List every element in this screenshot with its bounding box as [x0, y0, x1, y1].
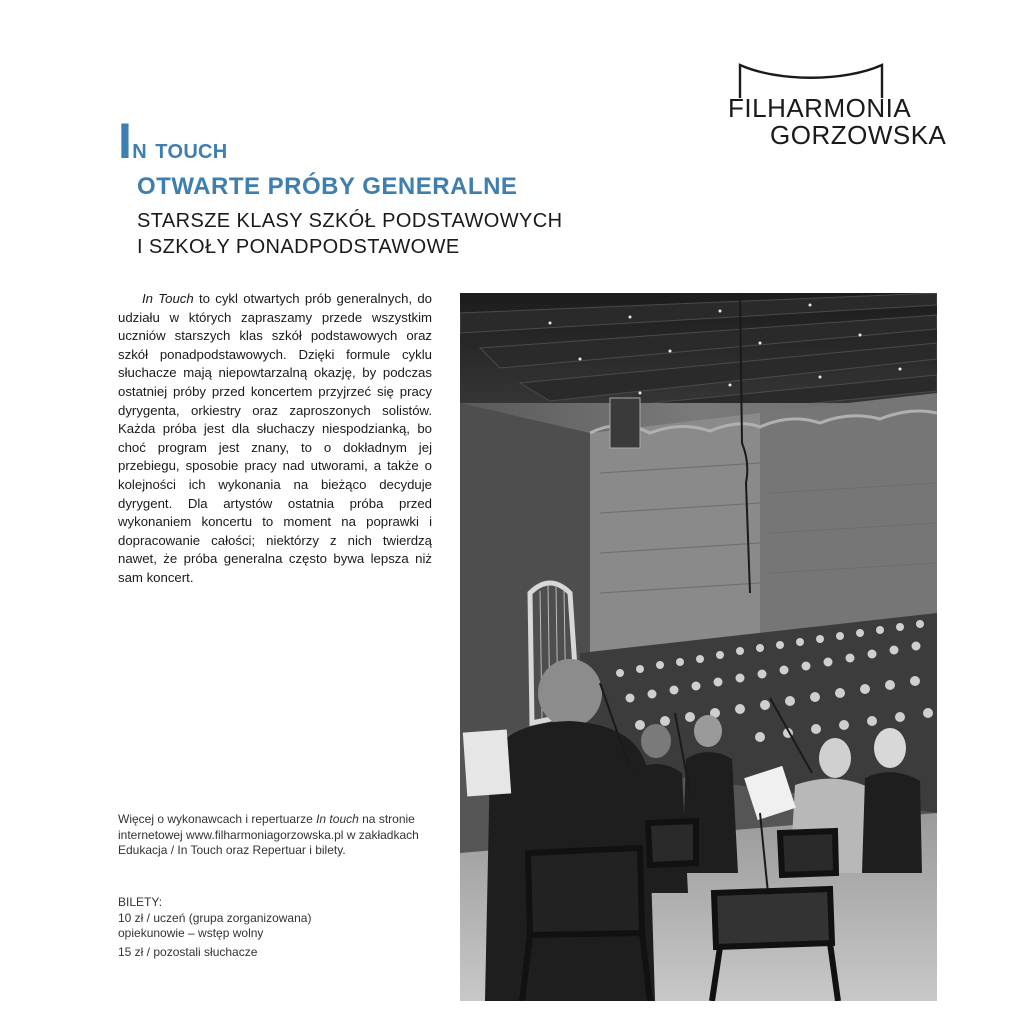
- page-subtitle: OTWARTE PRÓBY GENERALNE: [137, 173, 518, 200]
- audience-line-2: I SZKOŁY PONADPODSTAWOWE: [137, 236, 460, 258]
- tickets-heading: BILETY:: [118, 895, 163, 909]
- logo-line-1: FILHARMONIA: [728, 93, 912, 123]
- audience-heading: [137, 208, 562, 260]
- more-info-before: Więcej o wykonawcach i repertuarze: [118, 812, 317, 826]
- concert-hall-image: [460, 293, 937, 1001]
- more-info-after: na stronie internetowej www.filharmoniagorzowska.pl w zakładkach Edukacja / In Touch oraz Repertuar i bilety.: [118, 812, 419, 857]
- audience-line-1: STARSZE KLASY SZKÓŁ PODSTAWOWYCH: [137, 210, 563, 232]
- description-paragraph: [118, 290, 432, 588]
- ticket-student: 10 zł / uczeń (grupa zorganizowana): [118, 910, 312, 925]
- rehearsal-photo: [460, 293, 937, 1001]
- tickets-section: [118, 895, 438, 960]
- description-text: to cykl otwartych prób generalnych, do udziału w których zapraszamy przede wszystkim uczniów starszych klas szkół podstawowych oraz szkół ponadpodstawowych. Dzięki formule cyklu słuchacze mają niepowtarzalną okazję, by podczas ostatniej próby przed koncertem przyjrzeć się pracy dyrygenta, orkiestry oraz zaproszonych solistów. Każda próba jest dla słuchaczy niespodzianką, bo choć program jest znany, to o dokładnym jej przebiegu, sposobie pracy nad utworami, a także o kolejności ich wykonania na bieżąco decyduje dyrygent. Dla artystów ostatnia próba przed wykonaniem koncertu to moment na poprawki i dopracowanie całości; niektórzy z nich twierdzą nawet, że próba generalna często bywa lepsza niż sam koncert.: [118, 291, 432, 585]
- more-info-note: [118, 812, 438, 859]
- filharmonia-logo: [724, 58, 947, 154]
- page-title: In touch: [118, 113, 228, 169]
- series-name: In Touch: [142, 291, 194, 306]
- ticket-guardians: opiekunowie – wstęp wolny: [118, 926, 264, 940]
- ticket-others: 15 zł / pozostali słuchacze: [118, 944, 258, 959]
- more-info-series: In touch: [316, 812, 359, 826]
- logo-line-2: GORZOWSKA: [770, 120, 947, 150]
